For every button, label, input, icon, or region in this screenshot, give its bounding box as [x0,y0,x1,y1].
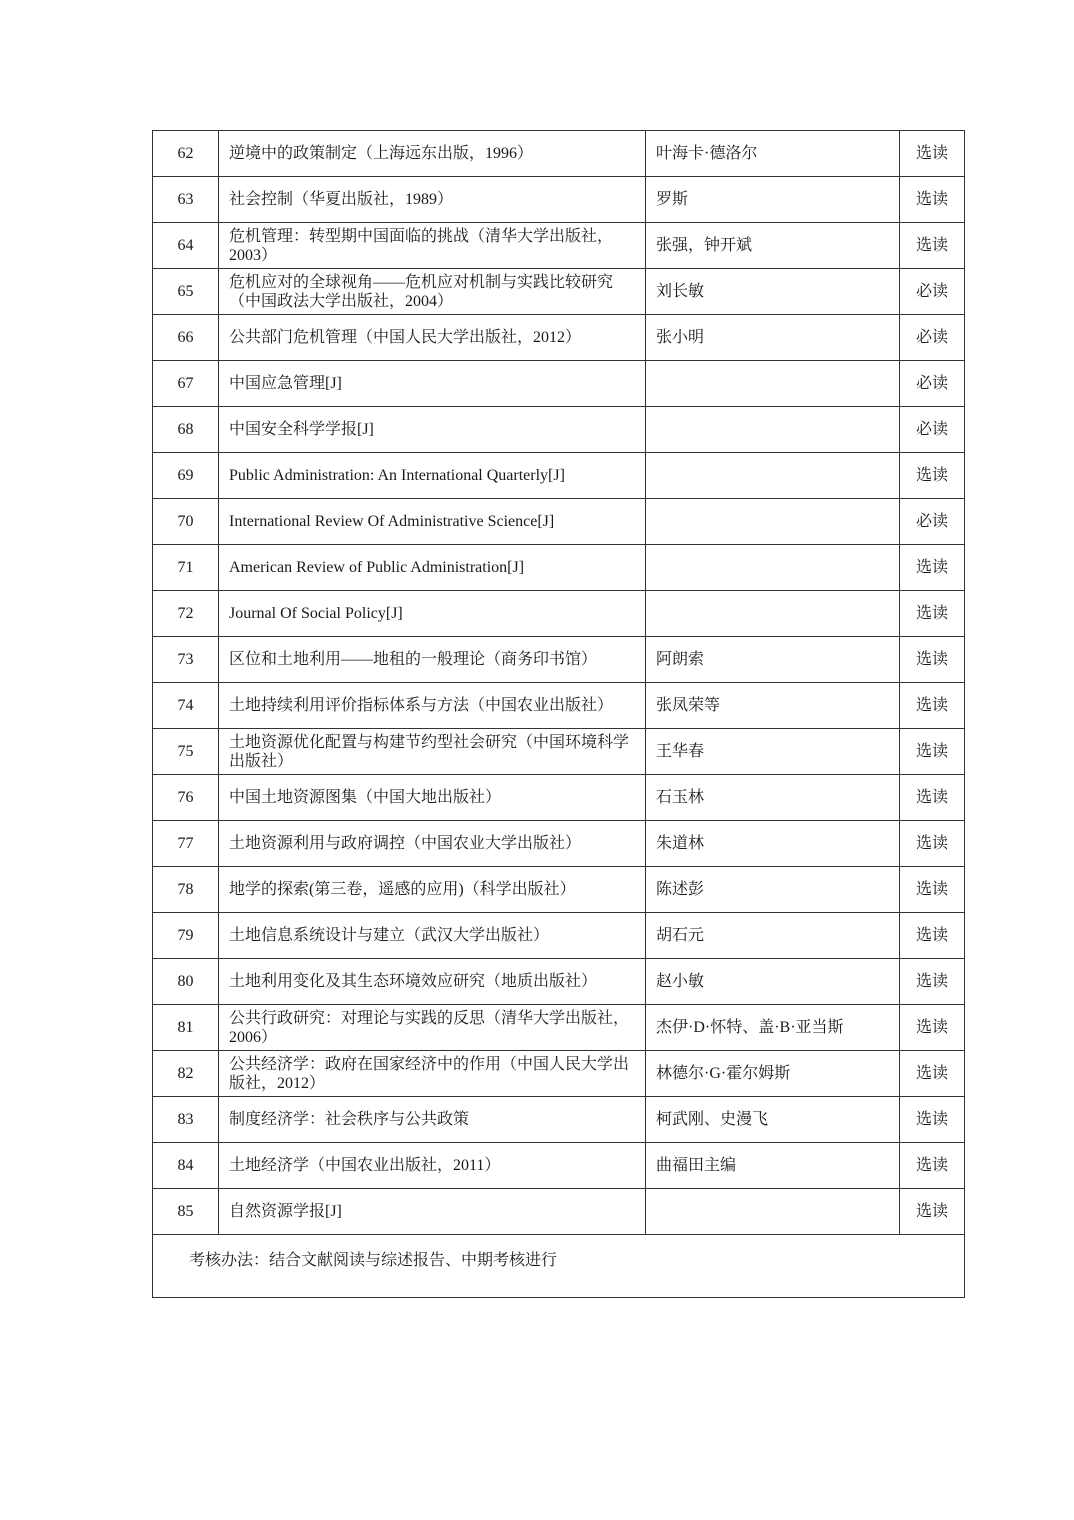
table-row [153,1143,965,1189]
book-title: 自然资源学报[J] [219,1189,646,1235]
book-title: Journal Of Social Policy[J] [219,591,646,637]
table-row [153,913,965,959]
reading-type: 选读 [900,453,965,499]
row-number: 84 [153,1143,219,1189]
book-author: 胡石元 [646,913,900,959]
row-number: 70 [153,499,219,545]
book-title: 土地信息系统设计与建立（武汉大学出版社） [219,913,646,959]
reading-type: 选读 [900,1097,965,1143]
book-title: International Review Of Administrative Science[J] [219,499,646,545]
table-row [153,1097,965,1143]
reading-type: 必读 [900,361,965,407]
row-number: 69 [153,453,219,499]
book-title: 中国安全科学学报[J] [219,407,646,453]
reading-type: 必读 [900,499,965,545]
reading-type: 选读 [900,821,965,867]
reading-type: 选读 [900,1189,965,1235]
row-number: 81 [153,1005,219,1051]
book-author: 张小明 [646,315,900,361]
table-row [153,867,965,913]
reading-type: 选读 [900,131,965,177]
reading-type: 选读 [900,683,965,729]
book-author: 罗斯 [646,177,900,223]
book-title: 逆境中的政策制定（上海远东出版，1996） [219,131,646,177]
book-title: 中国应急管理[J] [219,361,646,407]
assessment-row [153,1235,965,1298]
row-number: 67 [153,361,219,407]
book-title: 公共部门危机管理（中国人民大学出版社，2012） [219,315,646,361]
book-title: 危机应对的全球视角——危机应对机制与实践比较研究（中国政法大学出版社，2004） [219,269,646,315]
reading-type: 选读 [900,223,965,269]
book-title: 地学的探索(第三卷，遥感的应用)（科学出版社） [219,867,646,913]
reading-type: 选读 [900,591,965,637]
table-row [153,223,965,269]
book-author [646,407,900,453]
row-number: 78 [153,867,219,913]
table-row [153,1005,965,1051]
book-title: 土地经济学（中国农业出版社，2011） [219,1143,646,1189]
table-row [153,131,965,177]
reading-type: 必读 [900,315,965,361]
table-row [153,775,965,821]
book-title: 公共行政研究：对理论与实践的反思（清华大学出版社，2006） [219,1005,646,1051]
reading-type: 必读 [900,269,965,315]
row-number: 83 [153,1097,219,1143]
reading-list-table [152,130,965,1298]
reading-type: 必读 [900,407,965,453]
row-number: 68 [153,407,219,453]
row-number: 66 [153,315,219,361]
table-row [153,177,965,223]
table-row [153,637,965,683]
row-number: 80 [153,959,219,1005]
book-author [646,499,900,545]
book-author: 阿朗索 [646,637,900,683]
book-author [646,591,900,637]
table-row [153,315,965,361]
book-title: 区位和土地利用——地租的一般理论（商务印书馆） [219,637,646,683]
row-number: 75 [153,729,219,775]
row-number: 74 [153,683,219,729]
reading-type: 选读 [900,177,965,223]
row-number: 79 [153,913,219,959]
reading-type: 选读 [900,775,965,821]
table-row [153,545,965,591]
row-number: 72 [153,591,219,637]
book-author [646,361,900,407]
table-row [153,499,965,545]
reading-type: 选读 [900,959,965,1005]
book-author: 张强，钟开斌 [646,223,900,269]
reading-type: 选读 [900,729,965,775]
book-author: 刘长敏 [646,269,900,315]
table-row [153,407,965,453]
book-author: 王华春 [646,729,900,775]
reading-type: 选读 [900,637,965,683]
reading-type: 选读 [900,1005,965,1051]
book-author: 林德尔·G·霍尔姆斯 [646,1051,900,1097]
table-row [153,683,965,729]
book-author [646,453,900,499]
reading-list-body [153,131,965,1235]
row-number: 71 [153,545,219,591]
book-author: 叶海卡·德洛尔 [646,131,900,177]
book-author [646,545,900,591]
row-number: 63 [153,177,219,223]
reading-type: 选读 [900,1051,965,1097]
row-number: 62 [153,131,219,177]
table-row [153,1051,965,1097]
book-title: 土地资源优化配置与构建节约型社会研究（中国环境科学出版社） [219,729,646,775]
table-row [153,453,965,499]
reading-type: 选读 [900,545,965,591]
table-row [153,1189,965,1235]
book-title: 公共经济学：政府在国家经济中的作用（中国人民大学出版社，2012） [219,1051,646,1097]
row-number: 82 [153,1051,219,1097]
book-author: 柯武刚、史漫飞 [646,1097,900,1143]
table-row [153,269,965,315]
table-row [153,821,965,867]
book-title: 土地利用变化及其生态环境效应研究（地质出版社） [219,959,646,1005]
book-author: 曲福田主编 [646,1143,900,1189]
row-number: 73 [153,637,219,683]
row-number: 85 [153,1189,219,1235]
book-author: 陈述彭 [646,867,900,913]
row-number: 76 [153,775,219,821]
book-author [646,1189,900,1235]
reading-type: 选读 [900,867,965,913]
book-author: 杰伊·D·怀特、盖·B·亚当斯 [646,1005,900,1051]
book-title: 中国土地资源图集（中国大地出版社） [219,775,646,821]
reading-type: 选读 [900,913,965,959]
assessment-text: 考核办法：结合文献阅读与综述报告、中期考核进行 [153,1235,965,1298]
table-row [153,729,965,775]
book-title: 社会控制（华夏出版社，1989） [219,177,646,223]
row-number: 77 [153,821,219,867]
row-number: 65 [153,269,219,315]
table-row [153,959,965,1005]
book-title: 危机管理：转型期中国面临的挑战（清华大学出版社，2003） [219,223,646,269]
book-title: Public Administration: An International Quarterly[J] [219,453,646,499]
book-title: 土地资源利用与政府调控（中国农业大学出版社） [219,821,646,867]
book-author: 张凤荣等 [646,683,900,729]
book-author: 石玉林 [646,775,900,821]
reading-type: 选读 [900,1143,965,1189]
book-author: 赵小敏 [646,959,900,1005]
book-title: 制度经济学：社会秩序与公共政策 [219,1097,646,1143]
table-row [153,591,965,637]
row-number: 64 [153,223,219,269]
book-author: 朱道林 [646,821,900,867]
book-title: American Review of Public Administration[J] [219,545,646,591]
table-row [153,361,965,407]
book-title: 土地持续利用评价指标体系与方法（中国农业出版社） [219,683,646,729]
